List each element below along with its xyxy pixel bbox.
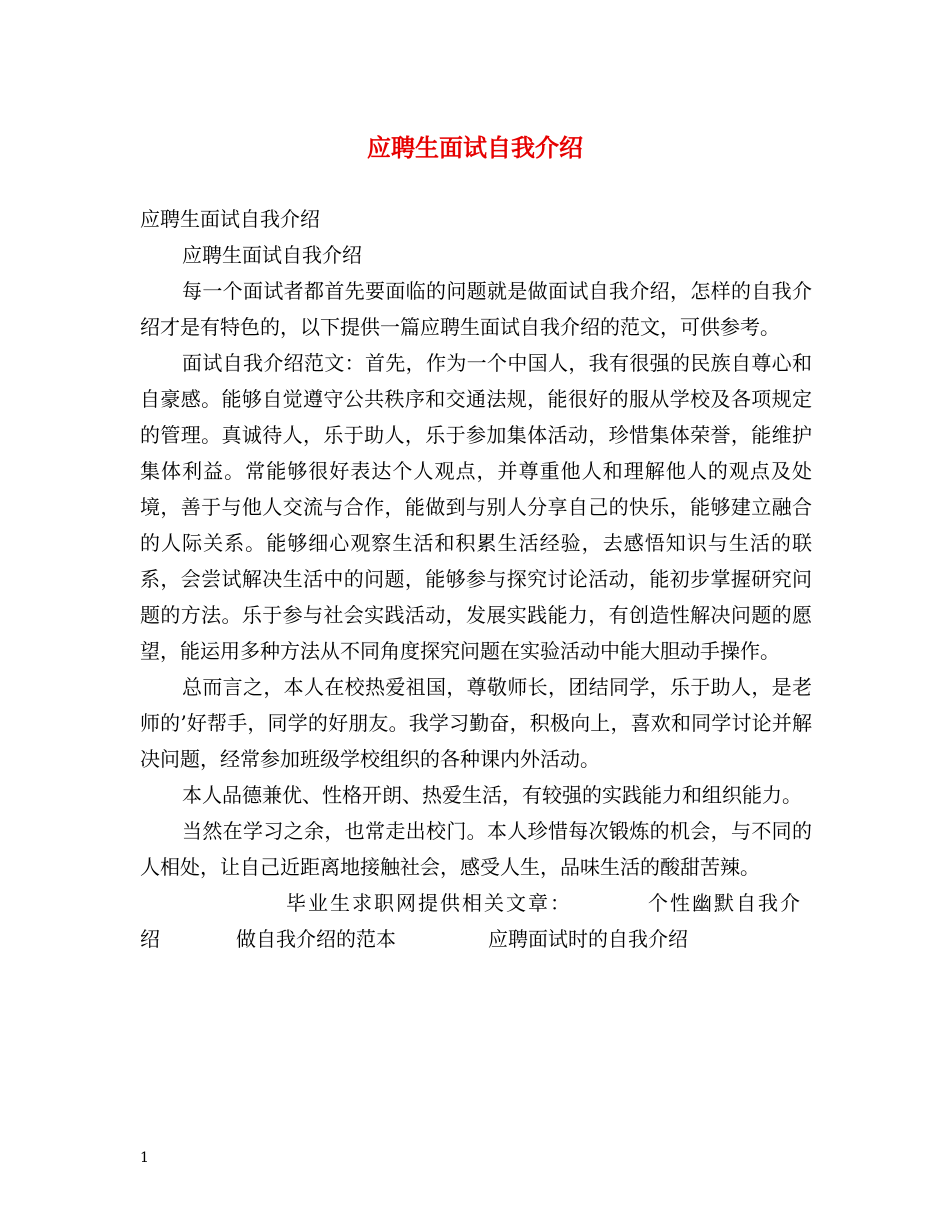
related-link-interview[interactable]: 应聘面试时的自我介绍 (488, 927, 688, 951)
heading-line: 应聘生面试自我介绍 (140, 207, 320, 231)
document-title: 应聘生面试自我介绍 (367, 133, 583, 162)
related-label: 毕业生求职网提供相关文章： (286, 891, 572, 915)
related-link-sample[interactable]: 做自我介绍的范本 (236, 927, 396, 951)
paragraph-intro: 每一个面试者都首先要面临的问题就是做面试自我介绍，怎样的自我介绍才是有特色的，以下提供一篇应聘生面试自我介绍的范文，可供参考。 (140, 279, 812, 339)
related-link-humor-part1[interactable]: 个性幽默自我介 (648, 891, 802, 915)
subheading-line: 应聘生面试自我介绍 (182, 243, 362, 267)
related-link-humor-part2[interactable]: 绍 (140, 927, 160, 951)
paragraph-sample: 面试自我介绍范文：首先，作为一个中国人，我有很强的民族自尊心和自豪感。能够自觉遵守公共秩序和交通法规，能很好的服从学校及各项规定的管理。真诚待人，乐于助人，乐于参加集体活动，珍惜集体荣誉，能维护集体利益。常能够很好表达个人观点，并尊重他人和理解他人的观点及处境，善于与他人交流与合作，能做到与别人分享自己的快乐，能够建立融合的人际关系。能够细心观察生活和积累生活经验，去感悟知识与生活的联系，会尝试解决生活中的问题，能够参与探究讨论活动，能初步掌握研究问题的方法。乐于参与社会实践活动，发展实践能力，有创造性解决问题的愿望，能运用多种方法从不同角度探究问题在实验活动中能大胆动手操作。 (140, 351, 812, 663)
paragraph-character: 本人品德兼优、性格开朗、热爱生活，有较强的实践能力和组织能力。 (182, 783, 802, 807)
related-articles (140, 885, 812, 957)
document-body (140, 201, 812, 957)
paragraph-outside: 当然在学习之余，也常走出校门。本人珍惜每次锻炼的机会，与不同的人相处，让自己近距离地接触社会，感受人生，品味生活的酸甜苦辣。 (140, 819, 812, 879)
page-number: 1 (140, 1150, 149, 1166)
paragraph-summary: 总而言之，本人在校热爱祖国，尊敬师长，团结同学，乐于助人，是老师的’好帮手，同学的好朋友。我学习勤奋，积极向上，喜欢和同学讨论并解决问题，经常参加班级学校组织的各种课内外活动。 (140, 675, 812, 771)
